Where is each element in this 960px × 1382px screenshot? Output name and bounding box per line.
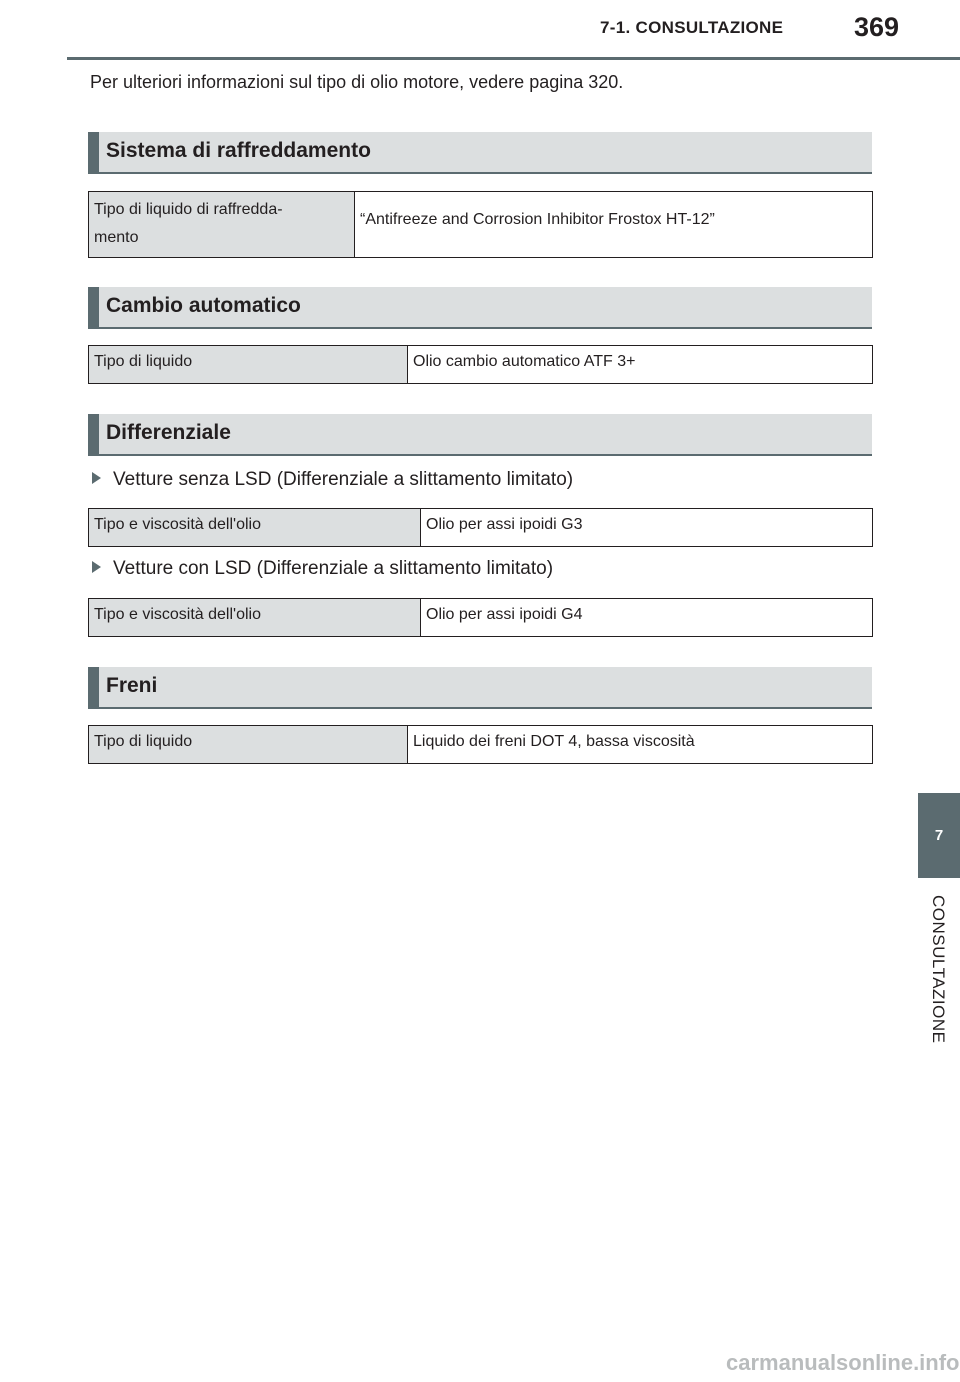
chapter-tab-number: 7 bbox=[934, 827, 944, 844]
page-number: 369 bbox=[854, 12, 900, 42]
spec-value: Olio per assi ipoidi G4 bbox=[421, 599, 873, 637]
spec-key: Tipo di liquido bbox=[89, 346, 408, 384]
spec-table-differential-no-lsd bbox=[88, 508, 873, 547]
bullet-no-lsd bbox=[92, 469, 573, 491]
section-heading-cooling bbox=[88, 132, 872, 174]
spec-key-line1: Tipo di liquido di raffredda- bbox=[94, 201, 283, 218]
intro-text: Per ulteriori informazioni sul tipo di olio motore, vedere pagina 320. bbox=[90, 72, 624, 92]
spec-value: Olio cambio automatico ATF 3+ bbox=[408, 346, 873, 384]
spec-table-cooling bbox=[88, 191, 873, 258]
header-divider bbox=[67, 57, 960, 60]
spec-key bbox=[89, 192, 355, 258]
section-title: Differenziale bbox=[106, 421, 231, 444]
bullet-with-lsd bbox=[92, 558, 553, 580]
table-row bbox=[89, 192, 873, 258]
table-row bbox=[89, 509, 873, 547]
triangle-bullet-icon bbox=[92, 561, 101, 573]
bullet-text: Vetture con LSD (Differenziale a slittamento limitato) bbox=[113, 558, 554, 579]
spec-key: Tipo e viscosità dell'olio bbox=[89, 599, 421, 637]
chapter-tab bbox=[918, 793, 960, 878]
spec-value: Olio per assi ipoidi G3 bbox=[421, 509, 873, 547]
section-heading-differential bbox=[88, 414, 872, 456]
triangle-bullet-icon bbox=[92, 472, 101, 484]
section-title: Cambio automatico bbox=[106, 294, 301, 317]
spec-table-brakes bbox=[88, 725, 873, 764]
spec-key: Tipo e viscosità dell'olio bbox=[89, 509, 421, 547]
spec-value: “Antifreeze and Corrosion Inhibitor Frostox HT-12” bbox=[355, 192, 873, 258]
chapter-tab-label: CONSULTAZIONE bbox=[929, 895, 948, 1044]
section-heading-transmission bbox=[88, 287, 872, 329]
section-title: Sistema di raffreddamento bbox=[106, 139, 371, 162]
table-row bbox=[89, 599, 873, 637]
table-row bbox=[89, 346, 873, 384]
spec-table-transmission bbox=[88, 345, 873, 384]
bullet-text: Vetture senza LSD (Differenziale a slittamento limitato) bbox=[113, 469, 574, 490]
table-row bbox=[89, 726, 873, 764]
section-heading-brakes bbox=[88, 667, 872, 709]
spec-key: Tipo di liquido bbox=[89, 726, 408, 764]
spec-table-differential-lsd bbox=[88, 598, 873, 637]
section-title: Freni bbox=[106, 674, 158, 697]
watermark: carmanualsonline.info bbox=[726, 1350, 960, 1375]
chapter-title: 7-1. CONSULTAZIONE bbox=[600, 18, 784, 37]
spec-key-line2: mento bbox=[94, 229, 139, 246]
spec-value: Liquido dei freni DOT 4, bassa viscosità bbox=[408, 726, 873, 764]
